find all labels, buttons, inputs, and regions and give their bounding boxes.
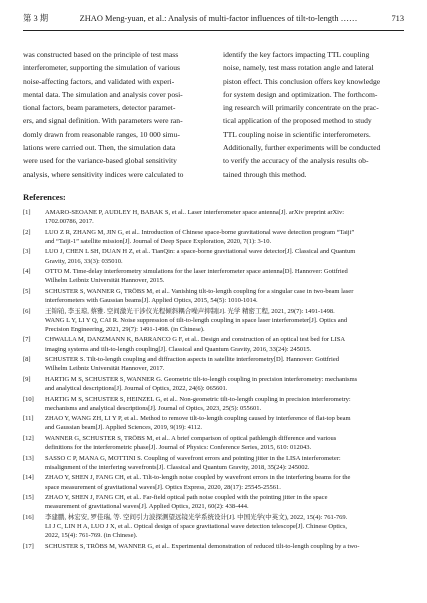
reference-text [45, 493, 404, 511]
reference-line: mechanisms and analytical descriptions[J]. Journal of Optics, 2023, 25(5): 055601. [45, 404, 262, 412]
running-title: ZHAO Meng-yuan, et al.: Analysis of multi-factor influences of tilt-to-length …… [79, 14, 358, 23]
text-line: mental data. The simulation and analysis cover posi- [23, 89, 183, 99]
reference-line: SCHUSTER S. Tilt-to-length coupling and diffraction aspects in satellite interferometry[D]. Hannover: Gottfried [45, 356, 339, 364]
reference-line: SCHUSTER S, TRÖBS M, WANNER G, et al.. Experimental demonstration of reduced tilt-to-length coupling by a two- [45, 542, 360, 550]
reference-number: [6] [23, 307, 31, 315]
reference-text [45, 395, 404, 413]
reference-text [45, 355, 404, 373]
reference-line: definitions for the interferometric phase[J]. Journal of Physics: Conference Series, 2015, 610: 012043. [45, 444, 312, 452]
reference-item [23, 355, 404, 373]
reference-number: [17] [23, 542, 34, 550]
reference-line: AMARO-SEOANE P, AUDLEY H, BABAK S, et al.. Laser interferometer space antenna[J]. arXiv preprint arXiv: [45, 209, 345, 216]
reference-text [45, 454, 404, 472]
text-line: lations were carried out. Then, the simulation data [23, 143, 176, 153]
references-heading: References: [23, 192, 66, 202]
reference-item [23, 307, 404, 335]
text-line: were used for the variance-based global sensitivity [23, 156, 177, 166]
text-line: noise, namely, test mass rotation angle and lateral [223, 63, 374, 73]
reference-item [23, 493, 404, 511]
reference-text [45, 335, 404, 353]
reference-number: [9] [23, 375, 31, 383]
reference-number: [13] [23, 454, 34, 462]
reference-line: OTTO M. Time-delay interferometry simulations for the laser interferometer space antenna[D]. Hannover: Gottfried [45, 268, 348, 276]
body-text [23, 48, 404, 181]
text-line: tained through this method. [223, 169, 307, 179]
reference-item [23, 434, 404, 452]
reference-text [45, 247, 404, 265]
reference-item [23, 287, 404, 305]
reference-number: [5] [23, 287, 31, 295]
text-line: ing research will primarily concentrate on the prac- [223, 103, 379, 113]
reference-text [45, 434, 404, 452]
reference-number: [2] [23, 228, 31, 236]
reference-number: [7] [23, 336, 31, 344]
reference-number: [8] [23, 356, 31, 364]
text-line: ers, and signal definition. With parameters were ran- [23, 116, 183, 126]
reference-text [45, 267, 404, 285]
reference-line: WANNER G, SCHUSTER S, TRÖBS M, et al.. A brief comparison of optical pathlength difference and various [45, 434, 337, 442]
text-line: analysis, where sensitivity indices were calculated to [23, 169, 184, 179]
reference-list [23, 208, 404, 552]
reference-line: misalignment of the interfering wavefronts[J]. Classical and Quantum Gravity, 2018, 35(24): 245002. [45, 463, 310, 471]
reference-item [23, 267, 404, 285]
reference-text [45, 513, 404, 541]
reference-text [45, 375, 404, 393]
reference-line: and analytical descriptions[J]. Journal of Optics, 2022, 24(6): 065601. [45, 385, 228, 393]
text-line: tical application of the proposed method to study [223, 116, 372, 126]
text-line: interferometer, supporting the simulation of various [23, 63, 181, 73]
reference-number: [4] [23, 268, 31, 276]
reference-item [23, 454, 404, 472]
text-line: identify the key factors impacting TTL coupling [223, 50, 370, 59]
reference-line: LUO Z R, ZHANG M, JIN G, et al.. Introduction of Chinese space-borne gravitational wave detection program “Taiji” [45, 228, 355, 236]
reference-text [45, 414, 404, 432]
reference-line: and Gaussian beam[J]. Applied Sciences, 2019, 9(19): 4112. [45, 424, 202, 432]
reference-item [23, 395, 404, 413]
reference-item [23, 513, 404, 541]
page-number: 713 [391, 14, 404, 23]
issue-number: 第 3 期 [23, 14, 49, 23]
reference-text [45, 287, 404, 305]
running-header [23, 12, 404, 31]
reference-text [45, 208, 404, 226]
text-line: was constructed based on the principle of test mass [23, 50, 179, 59]
reference-line: Wilhelm Leibniz Universität Hannover, 2017. [45, 365, 165, 373]
reference-number: [1] [23, 209, 31, 216]
reference-line: ZHAO Y, SHEN J, FANG CH, et al.. Far-field optical path noise coupled with the pointing jitter in the space [45, 494, 328, 502]
reference-line: WANG L Y, LI Y Q, CAI R. Noise suppression of tilt-to-length coupling in space laser interferometer[J]. Optics and [45, 316, 348, 324]
reference-line: Gravity, 2016, 33(3): 035010. [45, 257, 123, 265]
reference-line: 1702.00786, 2017. [45, 218, 94, 226]
reference-number: [12] [23, 434, 34, 442]
reference-line: interferometers with Gaussian beams[J]. Applied Optics, 2015, 54(5): 1010-1014. [45, 297, 258, 305]
reference-line: 王锦铂, 李玉琼, 蔡雅. 空间激光干涉仪光程倾斜耦合噪声抑制[J]. 光学 精密工程, 2021, 29(7): 1491-1498. [45, 307, 335, 315]
text-line: noise-affecting factors, and validated with experi- [23, 76, 175, 86]
reference-line: ZHAO Y, WANG ZH, LI Y P, et al.. Method to remove tilt-to-length coupling caused by interference of flat-top beam [45, 415, 351, 423]
reference-line: space measurement of gravitational waves[J]. Optics Express, 2020, 28(17): 25545-25561. [45, 483, 281, 491]
text-line: Additionally, further experiments will be conducted [223, 143, 381, 153]
reference-text [45, 473, 404, 491]
reference-line: SASSO C P, MANA G, MOTTINI S. Coupling of wavefront errors and pointing jitter in the LISA interferometer: [45, 454, 341, 462]
reference-line: measurement of gravitational waves[J]. Applied Optics, 2021, 60(2): 438-444. [45, 503, 249, 511]
reference-line: and “Taiji-1” satellite mission[J]. Journal of Deep Space Exploration, 2020, 7(1): 3-10. [45, 237, 272, 245]
text-line: tional factors, beam parameters, detector paramet- [23, 103, 176, 113]
reference-line: imaging systems and tilt-to-length coupling[J]. Classical and Quantum Gravity, 2016, 33(24): 245015. [45, 345, 312, 353]
reference-line: LI J C, LIN H A, LUO J X, et al.. Optical design of space gravitational wave detection telescope[J]. Chinese Optics, [45, 522, 347, 530]
reference-item [23, 335, 404, 353]
reference-line: Wilhelm Leibniz Universität Hannover, 2015. [45, 277, 165, 285]
reference-item [23, 414, 404, 432]
reference-line: ZHAO Y, SHEN J, FANG CH, et al.. Tilt-to-length noise coupled by wavefront errors in the interfering beams for the [45, 474, 351, 482]
reference-item [23, 228, 404, 246]
reference-item [23, 247, 404, 265]
text-line: piston effect. This conclusion offers key knowledge [223, 76, 381, 86]
reference-line: 2022, 15(4): 761-769. (in Chinese). [45, 532, 138, 540]
reference-line: 李建鹏, 林宏安, 罗佳瑞, 等. 空间引力波探测望远镜光学系统设计[J]. 中国光学(中英文), 2022, 15(4): 761-769. [45, 513, 348, 521]
text-line: TTL coupling noise in scientific interferometers. [223, 129, 371, 139]
reference-line: Precision Engineering, 2021, 29(7): 1491-1498. (in Chinese). [45, 325, 205, 333]
left-column [23, 48, 204, 181]
reference-item [23, 375, 404, 393]
reference-number: [16] [23, 513, 34, 521]
reference-number: [15] [23, 494, 34, 502]
reference-number: [14] [23, 474, 34, 482]
reference-line: HARTIG M S, SCHUSTER S, WANNER G. Geometric tilt-to-length coupling in precision interferometry: mechanisms [45, 375, 358, 383]
reference-text [45, 542, 404, 551]
reference-line: LUO J, CHEN L SH, DUAN H Z, et al.. TianQin: a space-borne gravitational wave detector[J]. Classical and Quantum [45, 248, 356, 256]
reference-number: [3] [23, 248, 31, 256]
reference-number: [10] [23, 395, 34, 403]
reference-number: [11] [23, 415, 34, 423]
reference-line: HARTIG M S, SCHUSTER S, HEINZEL G, et al.. Non-geometric tilt-to-length coupling in precision interferometry: [45, 395, 351, 403]
reference-item [23, 473, 404, 491]
reference-line: CHWALLA M, DANZMANN K, BARRANCO G F, et al.. Design and construction of an optical test bed for LISA [45, 336, 346, 344]
right-column [223, 48, 404, 181]
reference-text [45, 307, 404, 335]
reference-line: SCHUSTER S, WANNER G, TRÖBS M, et al.. Vanishing tilt-to-length coupling for a singular case in two-beam laser [45, 287, 354, 295]
text-line: domly drawn from reasonable ranges, 10 000 simu- [23, 129, 180, 139]
text-line: for system design and optimization. The forthcom- [223, 89, 378, 99]
reference-text [45, 228, 404, 246]
reference-item [23, 542, 404, 551]
reference-item [23, 208, 404, 226]
text-line: to verify the accuracy of the analysis results ob- [223, 156, 369, 166]
